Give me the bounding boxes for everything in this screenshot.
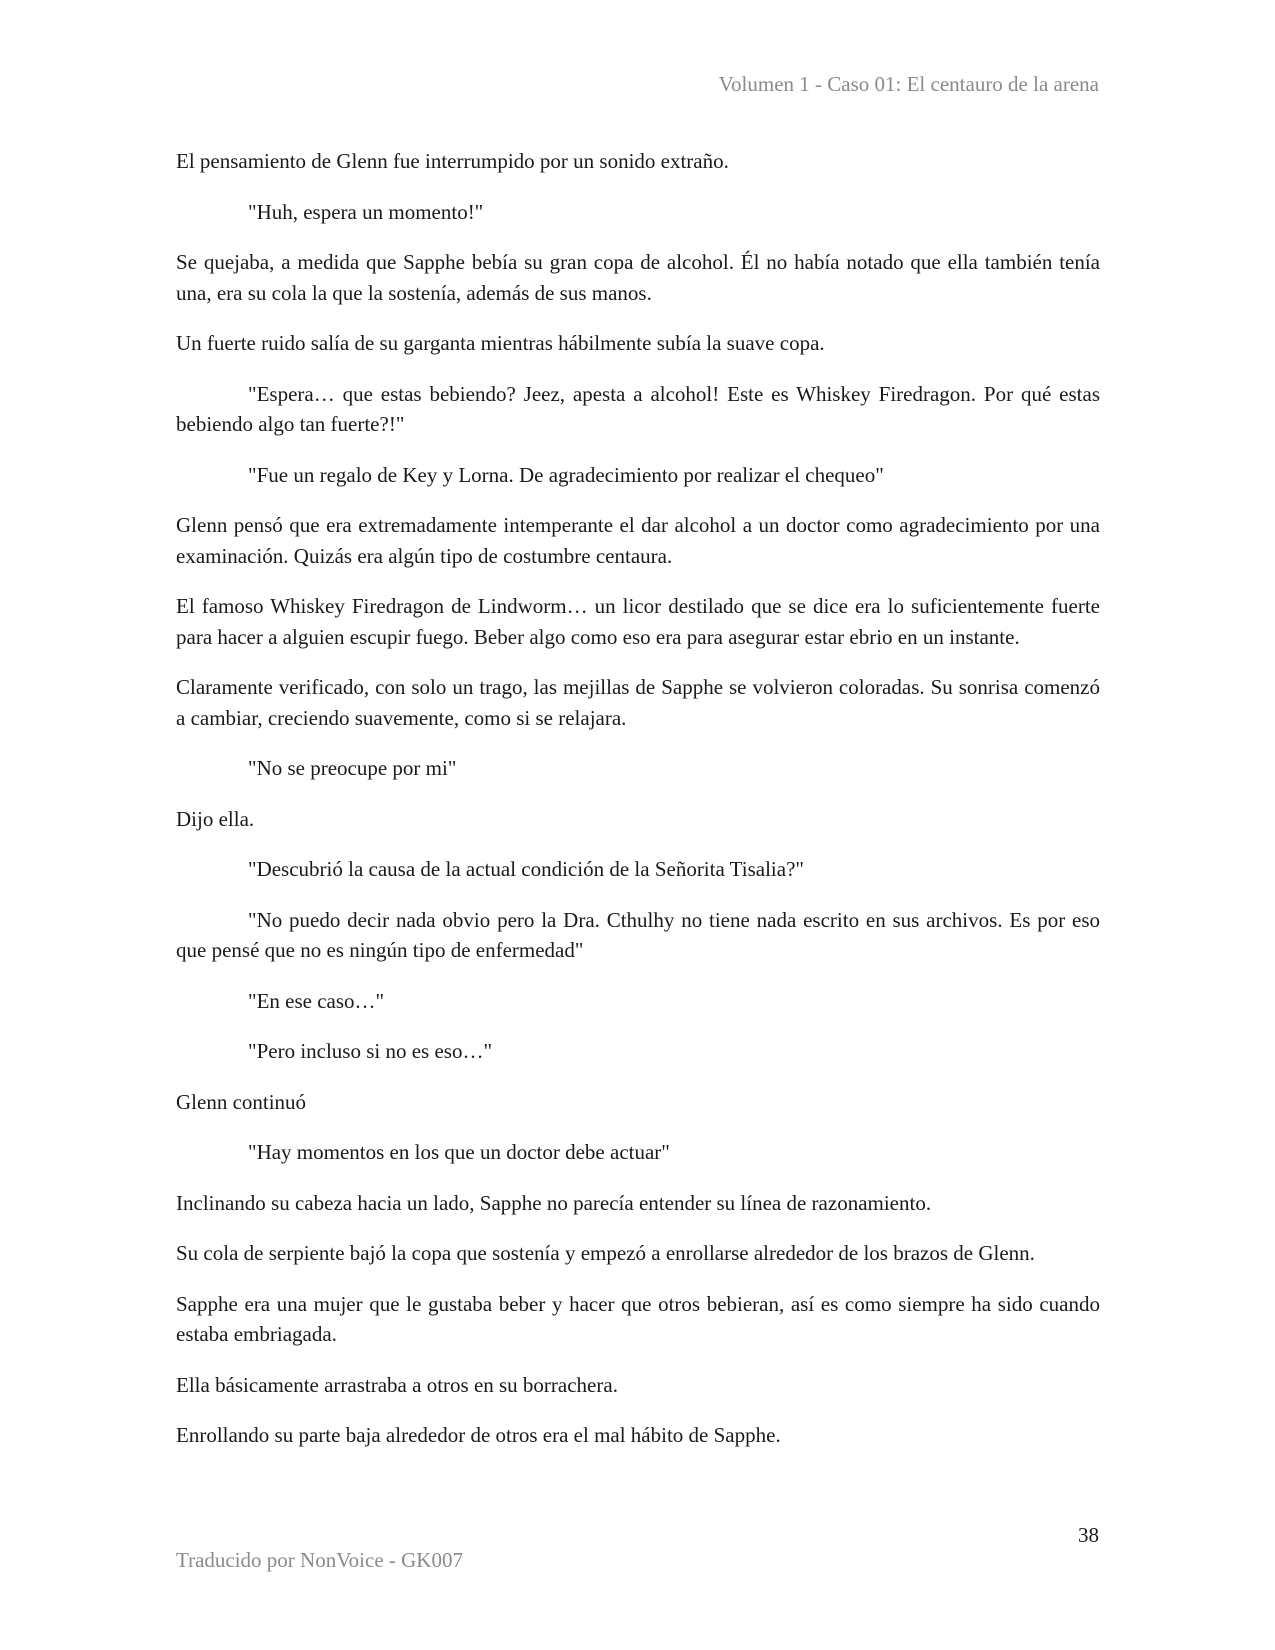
paragraph: Glenn pensó que era extremadamente intemperante el dar alcohol a un doctor como agradecimiento por una examinación. Quizás era algún tipo de costumbre centaura. [176,513,1100,568]
dialogue-line: "No se preocupe por mi" [248,756,457,780]
paragraph: Inclinando su cabeza hacia un lado, Sapphe no parecía entender su línea de razonamiento. [176,1190,932,1215]
page-footer-credit: Traducido por NonVoice - GK007 [176,1548,463,1572]
paragraph: Su cola de serpiente bajó la copa que sostenía y empezó a enrollarse alrededor de los brazos de Glenn. [176,1241,1035,1265]
dialogue-line: "No puedo decir nada obvio pero la Dra. Cthulhy no tiene nada escrito en sus archivos. Es por eso que pensé que no es ningún tipo de enfermedad" [176,907,1100,962]
dialogue-line: "Huh, espera un momento!" [248,199,484,224]
dialogue-line: "Fue un regalo de Key y Lorna. De agradecimiento por realizar el chequeo" [248,462,884,487]
paragraph: El famoso Whiskey Firedragon de Lindworm… un licor destilado que se dice era lo suficientemente fuerte para hacer a alguien escupir fuego. Beber algo como eso era para asegurar estar ebrio en un instante. [176,594,1100,649]
dialogue-line: "En ese caso…" [248,988,385,1013]
paragraph: El pensamiento de Glenn fue interrumpido por un sonido extraño. [176,149,729,173]
paragraph: Ella básicamente arrastraba a otros en su borrachera. [176,1372,618,1397]
paragraph: Se quejaba, a medida que Sapphe bebía su gran copa de alcohol. Él no había notado que ella también tenía una, era su cola la que la sostenía, además de sus manos. [176,250,1100,305]
dialogue-line: "Espera… que estas bebiendo? Jeez, apesta a alcohol! Este es Whiskey Firedragon. Por qué estas bebiendo algo tan fuerte?!" [176,381,1100,436]
paragraph: Enrollando su parte baja alrededor de otros era el mal hábito de Sapphe. [176,1423,781,1447]
paragraph: Dijo ella. [176,806,255,831]
dialogue-line: "Pero incluso si no es eso…" [248,1039,493,1063]
paragraph: Sapphe era una mujer que le gustaba beber y hacer que otros bebieran, así es como siempre ha sido cuando estaba embriagada. [176,1291,1100,1346]
dialogue-line: "Descubrió la causa de la actual condición de la Señorita Tisalia?" [248,857,804,881]
page-body [176,146,1100,1471]
paragraph: Un fuerte ruido salía de su garganta mientras hábilmente subía la suave copa. [176,331,825,355]
paragraph: Glenn continuó [176,1089,307,1114]
dialogue-line: "Hay momentos en los que un doctor debe actuar" [248,1140,670,1164]
page-number: 38 [1078,1523,1099,1547]
paragraph: Claramente verificado, con solo un trago, las mejillas de Sapphe se volvieron coloradas. Su sonrisa comenzó a cambiar, creciendo suavemente, como si se relajara. [176,675,1100,730]
page-header: Volumen 1 - Caso 01: El centauro de la arena [718,72,1099,96]
